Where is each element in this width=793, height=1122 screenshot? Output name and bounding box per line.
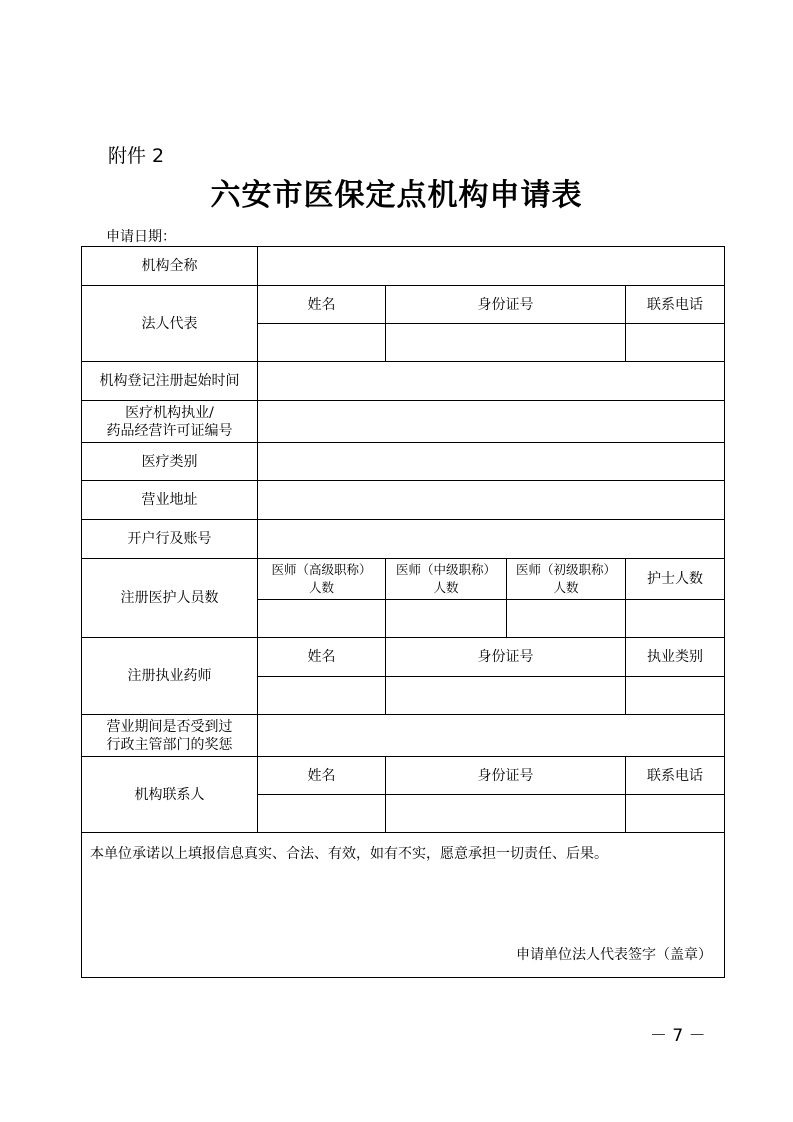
senior-doctor-field[interactable] [258,600,386,638]
junior-doctor-count-label: 人数 [553,580,579,595]
middle-doctor-field[interactable] [386,600,507,638]
bank-field[interactable] [258,520,725,559]
contact-phone-header: 联系电话 [626,757,725,795]
pledge-text: 本单位承诺以上填报信息真实、合法、有效，如有不实，愿意承担一切责任、后果。 [90,846,608,862]
pharmacist-id-field[interactable] [386,677,626,715]
contact-name-field[interactable] [258,795,386,833]
contact-person-label: 机构联系人 [82,757,258,833]
staff-count-label: 注册医护人员数 [82,559,258,638]
award-label-line2: 行政主管部门的奖惩 [106,736,233,753]
license-label-line1: 医疗机构执业/ [125,404,214,421]
junior-doctor-title: 医师（初级职称） [515,562,616,577]
middle-doctor-header [386,559,507,600]
junior-doctor-header [507,559,626,600]
contact-phone-field[interactable] [626,795,725,833]
junior-doctor-field[interactable] [507,600,626,638]
practice-type-field[interactable] [626,677,725,715]
legal-rep-name-header: 姓名 [258,286,386,324]
med-category-label: 医疗类别 [82,443,258,481]
legal-rep-id-field[interactable] [386,324,626,362]
reg-time-label: 机构登记注册起始时间 [82,362,258,401]
legal-rep-name-field[interactable] [258,324,386,362]
form-title: 六安市医保定点机构申请表 [210,178,583,213]
pharmacist-id-header: 身份证号 [386,638,626,677]
application-form-table [81,246,725,978]
nurse-count-field[interactable] [626,600,725,638]
license-number-field[interactable] [258,401,725,443]
contact-id-field[interactable] [386,795,626,833]
senior-doctor-count-label: 人数 [308,580,334,595]
pledge-cell [82,833,725,978]
bank-label: 开户行及账号 [82,520,258,559]
legal-rep-label: 法人代表 [82,286,258,362]
senior-doctor-title: 医师（高级职称） [271,562,372,577]
contact-id-header: 身份证号 [386,757,626,795]
page-number: － 7 － [650,1026,706,1046]
application-date-label: 申请日期： [106,229,176,245]
reg-time-field[interactable] [258,362,725,401]
nurse-count-header: 护士人数 [626,559,725,600]
address-label: 营业地址 [82,481,258,520]
award-penalty-label [82,715,258,757]
license-number-label [82,401,258,443]
pharmacist-label: 注册执业药师 [82,638,258,715]
legal-rep-phone-field[interactable] [626,324,725,362]
attachment-label: 附件 2 [108,145,165,167]
legal-rep-id-header: 身份证号 [386,286,626,324]
license-label-line2: 药品经营许可证编号 [106,422,233,439]
practice-type-header: 执业类别 [626,638,725,677]
senior-doctor-header [258,559,386,600]
middle-doctor-title: 医师（中级职称） [395,562,496,577]
award-label-line1: 营业期间是否受到过 [106,718,233,735]
legal-rep-phone-header: 联系电话 [626,286,725,324]
middle-doctor-count-label: 人数 [433,580,459,595]
pharmacist-name-header: 姓名 [258,638,386,677]
signature-label: 申请单位法人代表签字（盖章） [516,947,712,963]
pharmacist-name-field[interactable] [258,677,386,715]
contact-name-header: 姓名 [258,757,386,795]
address-field[interactable] [258,481,725,520]
award-penalty-field[interactable] [258,715,725,757]
med-category-field[interactable] [258,443,725,481]
org-name-label: 机构全称 [82,247,258,286]
org-name-field[interactable] [258,247,725,286]
